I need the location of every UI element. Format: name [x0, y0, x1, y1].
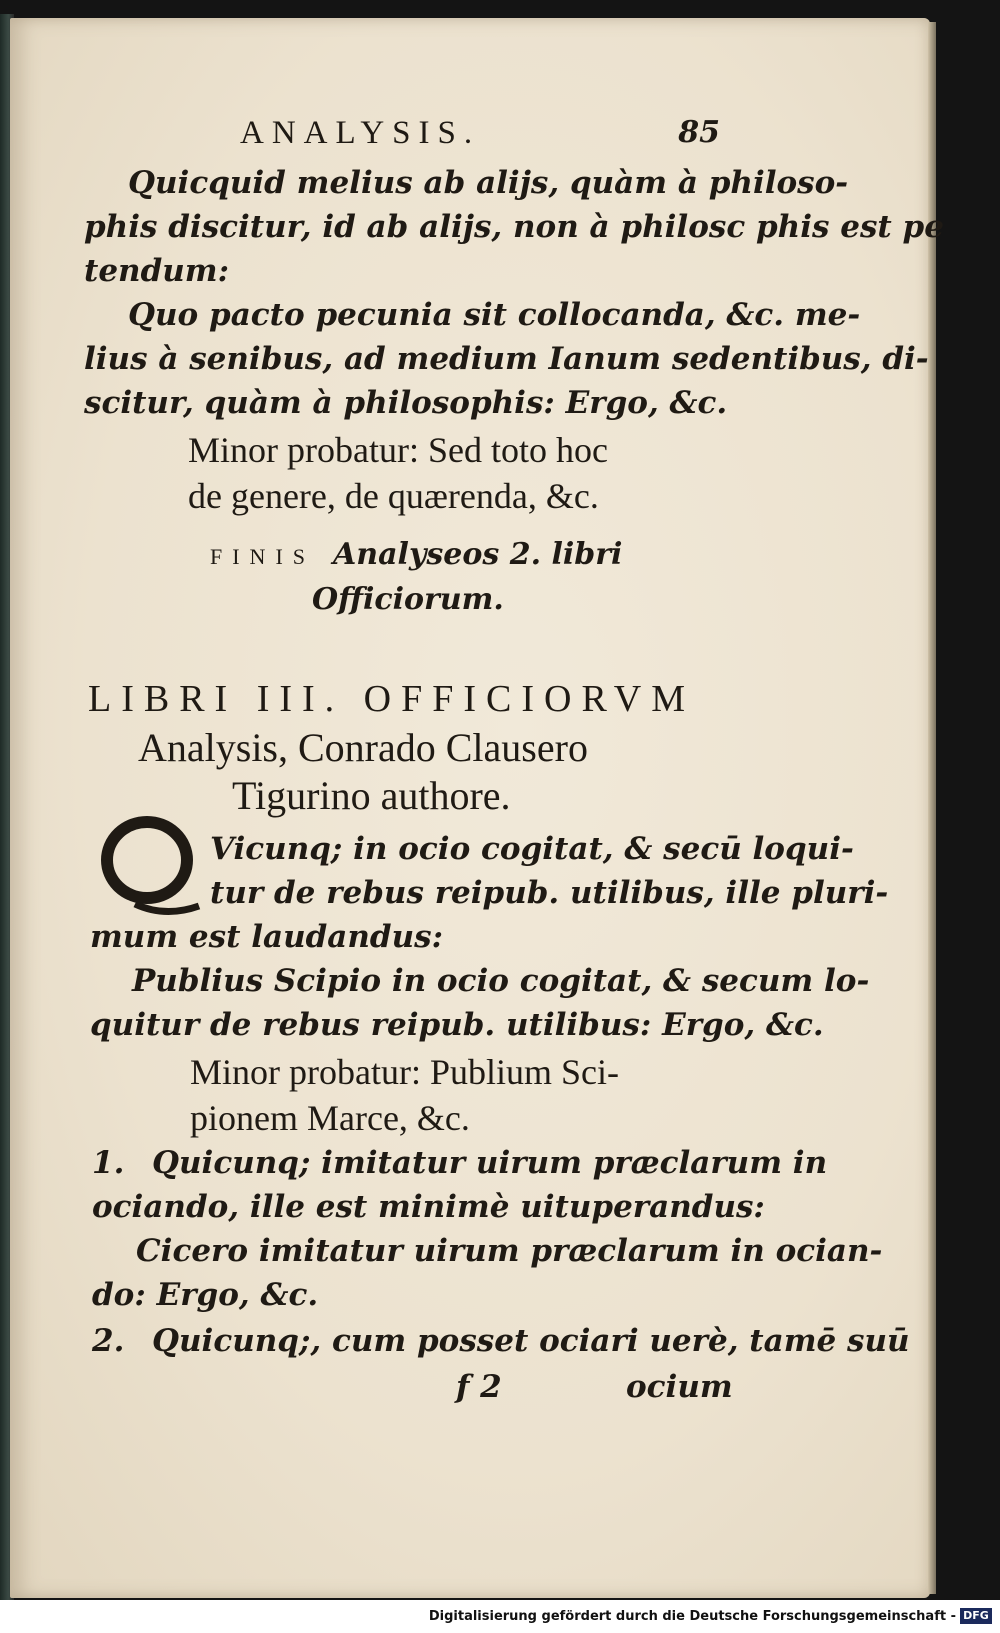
finis-word: FINIS	[210, 544, 316, 569]
dropcap-q	[95, 812, 203, 920]
page-header	[240, 115, 720, 155]
text-line-5: lius à senibus, ad medium Ianum sedentibus, di-	[84, 341, 929, 377]
text-line-19: do: Ergo, &c.	[92, 1277, 319, 1313]
text-line-4: Quo pacto pecunia sit collocanda, &c. me-	[128, 297, 861, 333]
text-line-8: de genere, de quærenda, &c.	[188, 476, 599, 516]
text-line-15: pionem Marce, &c.	[190, 1098, 470, 1138]
text-line-3: tendum:	[84, 253, 230, 289]
text-line-17: ociando, ille est minimè uituperandus:	[92, 1189, 765, 1225]
text-line-12: Publius Scipio in ocio cogitat, & secum lo-	[132, 963, 870, 999]
finis-line-2: Officiorum.	[312, 582, 504, 617]
catchword: ocium	[626, 1369, 733, 1405]
text-line-2: phis discitur, id ab alijs, non à philosc phis est pe	[84, 209, 944, 245]
dropcap-svg	[95, 812, 203, 920]
text-line-6: scitur, quàm à philosophis: Ergo, &c.	[84, 385, 728, 421]
finis-rest: Analyseos 2. libri	[333, 537, 623, 572]
text-line-9: Vicunq; in ocio cogitat, & secū loqui-	[210, 831, 854, 867]
text-line-18: Cicero imitatur uirum præclarum in ocian-	[136, 1233, 883, 1269]
text-line-20: Quicunq;, cum posset ociari uerè, tamē suū	[152, 1323, 910, 1359]
text-line-14: Minor probatur: Publium Sci-	[190, 1052, 619, 1092]
footer-credit: Digitalisierung gefördert durch die Deutsche Forschungsgemeinschaft -	[428, 1609, 956, 1624]
section-title-3: Tigurino authore.	[232, 773, 511, 818]
page-edge	[928, 22, 936, 1594]
text-line-16: Quicunq; imitatur uirum præclarum in	[152, 1145, 828, 1181]
item-number-1: 1.	[92, 1145, 125, 1181]
page-number: 85	[678, 115, 720, 150]
section-title-2: Analysis, Conrado Clausero	[138, 725, 588, 770]
section-title-1: LIBRI III. OFFICIORVM	[88, 678, 696, 720]
text-line-11: mum est laudandus:	[90, 919, 444, 955]
text-line-13: quitur de rebus reipub. utilibus: Ergo, &c.	[90, 1007, 824, 1043]
text-line-10: tur de rebus reipub. utilibus, ille pluri-	[210, 875, 889, 911]
finis-line	[210, 537, 623, 572]
signature-mark: f 2	[456, 1369, 502, 1405]
text-line-1: Quicquid melius ab alijs, quàm à philoso-	[128, 165, 849, 201]
running-head: ANALYSIS.	[240, 115, 481, 151]
text-line-7: Minor probatur: Sed toto hoc	[188, 430, 608, 470]
item-number-2: 2.	[92, 1323, 125, 1359]
footer-bar	[0, 1600, 1000, 1633]
dfg-logo-icon: DFG	[960, 1608, 992, 1624]
